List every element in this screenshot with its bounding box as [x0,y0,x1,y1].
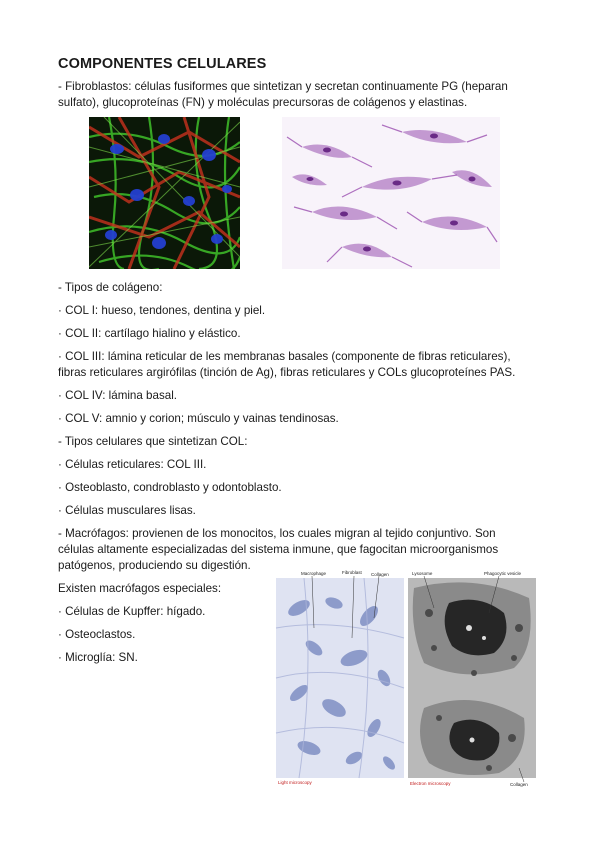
label-phagocytic-vesicle: Phagocytic vesicle [484,571,522,576]
special-item-3: · Microglía: SN. [58,651,138,664]
label-collagen-bottom: Collagen [510,782,528,787]
col-3-item-line-2: fibras reticulares argirófilas (tinción de Ag), fibras reticulares y COLs glucoproteínes PAS. [58,366,516,379]
intro-line-2: sulfato), glucoproteínas (FN) y moléculas precursoras de colágenos y elastinas. [58,96,468,109]
label-lysosome: Lysosome [412,571,433,576]
fibroblast-fluorescence-image [89,117,240,269]
cell-type-item-1: · Células reticulares: COL III. [58,458,207,471]
col-1-item: · COL I: hueso, tendones, dentina y piel. [58,304,266,317]
page-title: COMPONENTES CELULARES [58,56,267,72]
intro-line-1: - Fibroblastos: células fusiformes que sintetizan y secretan continuamente PG (heparan [58,80,508,93]
col-5-item: · COL V: amnio y corion; músculo y vainas tendinosas. [58,412,339,425]
macrophage-micrograph-image [274,568,540,790]
cell-type-item-2: · Osteoblasto, condroblasto y odontoblasto. [58,481,282,494]
special-item-2: · Osteoclastos. [58,628,136,641]
collagen-heading: - Tipos de colágeno: [58,281,163,294]
cell-type-item-3: · Células musculares lisas. [58,504,196,517]
col-2-item: · COL II: cartílago hialino y elástico. [58,327,241,340]
special-item-1: · Células de Kupffer: hígado. [58,605,206,618]
label-macrophage: Macrophage [301,571,327,576]
special-macrophages-heading: Existen macrófagos especiales: [58,582,222,595]
macrophages-line-1: - Macrófagos: provienen de los monocitos, los cuales migran al tejido conjuntivo. Son [58,527,496,540]
label-light-microscopy: Light microscopy [278,780,312,785]
macrophages-line-3: patógenos, produciendo su digestión. [58,559,251,572]
col-4-item: · COL IV: lámina basal. [58,389,177,402]
label-electron-microscopy: Electron microscopy [410,781,451,786]
label-fibroblast: Fibroblast [342,570,362,575]
cell-types-heading: - Tipos celulares que sintetizan COL: [58,435,248,448]
macrophages-line-2: células altamente especializadas del sistema inmune, que fagocitan microorganismos [58,543,499,556]
fibroblast-stain-image [282,117,500,269]
label-collagen: Collagen [371,572,389,577]
col-3-item-line-1: · COL III: lámina reticular de les membranas basales (componente de fibras reticulares), [58,350,511,363]
